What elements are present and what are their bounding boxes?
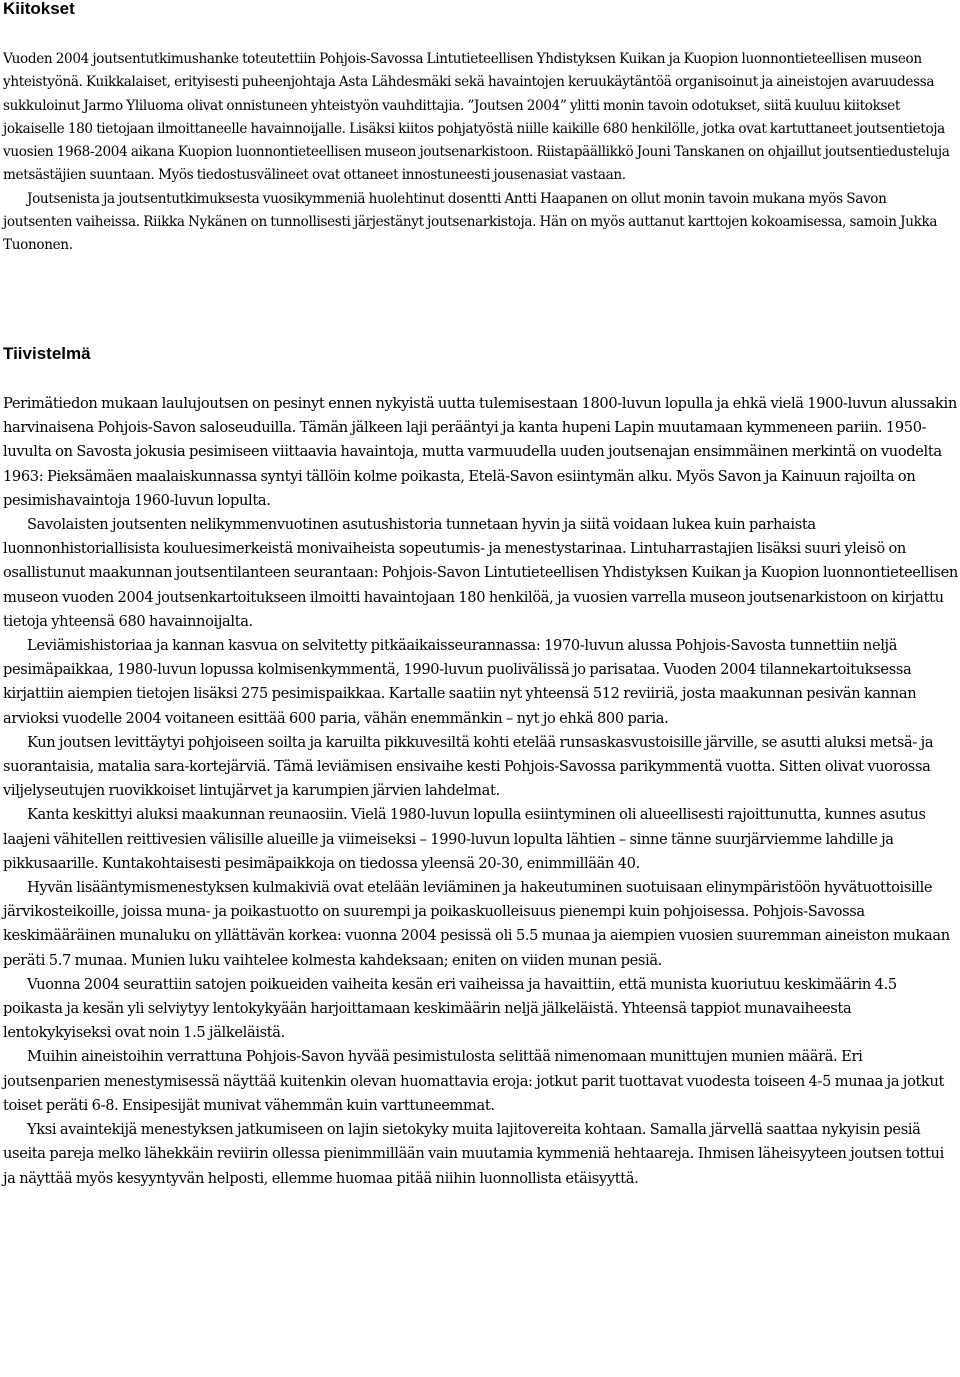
paragraph: Leviämishistoriaa ja kannan kasvua on selvitetty pitkäaikaisseurannassa: 1970-luvun alussa Pohjois-Savosta tunnettiin neljä pesimäpaikkaa, 1980-luvun lopussa kolmisenkymmentä, 1990-luvun puolivälissä jo parisataa. Vuoden 2004 tilannekartoituksessa kirjattiin aiempien tietojen lisäksi 275 pesimispaikkaa. Kartalle saatiin nyt yhteensä 512 reviiriä, josta maakunnan pesivän kannan arvioksi vuodelle 2004 voitaneen esittää 600 paria, vähän enemmänkin – nyt jo ehkä 800 paria.	[3, 637, 917, 727]
paragraph: Perimätiedon mukaan laulujoutsen on pesinyt ennen nykyistä uutta tulemisestaan 1800-luvun lopulla ja ehkä vielä 1900-luvun alussakin harvinaisena Pohjois-Savon saloseuduilla. Tämän jälkeen laji perääntyi ja kanta hupeni Lapin muutamaan kymmeneen pariin. 1950-luvulta on Savosta jokusia pesimiseen viittaavia havaintoja, mutta varmuudella uuden joutsenajan ensimmäinen merkintä on vuodelta 1963: Pieksämäen maalaiskunnassa syntyi tällöin kolme poikasta, Etelä-Savon esiintymän alku. Myös Savon ja Kainuun rajoilta on pesimishavaintoja 1960-luvun lopulta.	[3, 395, 957, 509]
paragraph: Yksi avaintekijä menestyksen jatkumiseen on lajin sietokyky muita lajitovereita kohtaan. Samalla järvellä saattaa nykyisin pesiä useita pareja melko lähekkäin reviirin ollessa pienimmillään vain muutamia kymmeniä hehtaareja. Ihmisen läheisyyteen joutsen tottui ja näyttää myös kesyyntyvän helposti, ellemme huomaa pitää niihin luonnollista etäisyyttä.	[3, 1121, 944, 1187]
paragraph: Vuonna 2004 seurattiin satojen poikueiden vaiheita kesän eri vaiheissa ja havaittiin, että munista kuoriutuu keskimäärin 4.5 poikasta ja kesän yli selviytyy lentokykyään harjoittamaan keskimäärin neljä jälkeläistä. Yhteensä tappiot munavaiheesta lentokykyiseksi ovat noin 1.5 jälkeläistä.	[3, 975, 897, 1042]
paragraph: Joutsenista ja joutsentutkimuksesta vuosikymmeniä huolehtinut dosentti Antti Haapanen on ollut monin tavoin mukana myös Savon joutsenten vaiheissa. Riikka Nykänen on tunnollisesti järjestänyt joutsenarkistoja. Hän on myös auttanut karttojen kokoamisessa, samoin Jukka Tuononen.	[3, 190, 938, 254]
paragraph: Kun joutsen levittäytyi pohjoiseen soilta ja karuilta pikkuvesiltä kohti etelää runsaskasvustoisille järville, se asutti aluksi metsä- ja suorantaisia, matalia sara-kortejärviä. Tämä leviämisen ensivaihe kesti Pohjois-Savossa parikymmentä vuotta. Sitten olivat vuorossa viljelyseutujen ruovikkoiset lintujärvet ja karumpien järvien lahdelmat.	[3, 733, 934, 800]
paragraph: Vuoden 2004 joutsentutkimushanke toteutettiin Pohjois-Savossa Lintutieteellisen Yhdistyksen Kuikan ja Kuopion luonnontieteellisen museon yhteistyönä. Kuikkalaiset, erityisesti puheenjohtaja Asta Lähdesmäki sekä havaintojen keruukäytäntöä organisoinut ja aineistojen avaruudessa sukkuloinut Jarmo Yliluoma olivat onnistuneen yhteistyön vauhdittajia. ”Joutsen 2004” ylitti monin tavoin odotukset, siitä kuuluu kiitokset jokaiselle 180 tietojaan ilmoittaneelle havainnoijalle. Lisäksi kiitos pohjatyöstä niille kaikille 680 henkilölle, jotka ovat kartuttaneet joutsentietoja vuosien 1968-2004 aikana Kuopion luonnontieteellisen museon joutsenarkistoon. Riistapäällikkö Jouni Tanskanen on ohjaillut joutsentiedusteluja metsästäjien suuntaan. Myös tiedostusvälineet ovat ottaneet innostuneesti jousenasiat vastaan.	[3, 51, 950, 184]
section-heading-kiitokset: Kiitokset	[3, 0, 75, 18]
section-tiivistelma-body	[3, 392, 959, 1191]
section-kiitokset-body	[3, 48, 957, 258]
section-heading-tiivistelma: Tiivistelmä	[3, 344, 91, 363]
paragraph: Hyvän lisääntymismenestyksen kulmakiviä ovat etelään leviäminen ja hakeutuminen suotuisaan elinympäristöön hyvätuottoisille järvikosteikoille, joissa muna- ja poikastuotto on suurempi ja poikaskuolleisuus pienempi kuin pohjoisessa. Pohjois-Savossa keskimääräinen munaluku on yllättävän korkea: vuonna 2004 pesissä oli 5.5 munaa ja aiempien vuosien suuremman aineiston mukaan peräti 5.7 munaa. Munien luku vaihtelee kolmesta kahdeksaan; eniten on viiden munan pesiä.	[3, 879, 950, 969]
paragraph: Savolaisten joutsenten nelikymmenvuotinen asutushistoria tunnetaan hyvin ja siitä voidaan lukea kuin parhaista luonnonhistoriallisista kouluesimerkeistä monivaiheista sopeutumis- ja menestystarinaa. Lintuharrastajien lisäksi suuri yleisö on osallistunut maakunnan joutsentilanteen seurantaan: Pohjois-Savon Lintutieteellisen Yhdistyksen Kuikan ja Kuopion luonnontieteellisen museon vuoden 2004 joutsenkartoitukseen ilmoitti havaintojaan 180 henkilöä, ja vuosien varrella museon joutsenarkistoon on kirjattu tietoja yhteensä 680 havainnoijalta.	[3, 516, 958, 630]
paragraph: Kanta keskittyi aluksi maakunnan reunaosiin. Vielä 1980-luvun lopulla esiintyminen oli alueellisesti rajoittunutta, kunnes asutus laajeni vähitellen reittivesien välisille alueille ja viimeiseksi – 1990-luvun lopulta lähtien – sinne tänne suurjärviemme lahdille ja pikkusaarille. Kuntakohtaisesti pesimäpaikkoja on tiedossa yleensä 20-30, enimmillään 40.	[3, 806, 926, 872]
paragraph: Muihin aineistoihin verrattuna Pohjois-Savon hyvää pesimistulosta selittää nimenomaan munittujen munien määrä. Eri joutsenparien menestymisessä näyttää kuitenkin olevan huomattavia eroja: jotkut parit tuottavat vuodesta toiseen 4-5 munaa ja jotkut toiset peräti 6-8. Ensipesijät munivat vähemmän kuin varttuneemmat.	[3, 1048, 945, 1114]
